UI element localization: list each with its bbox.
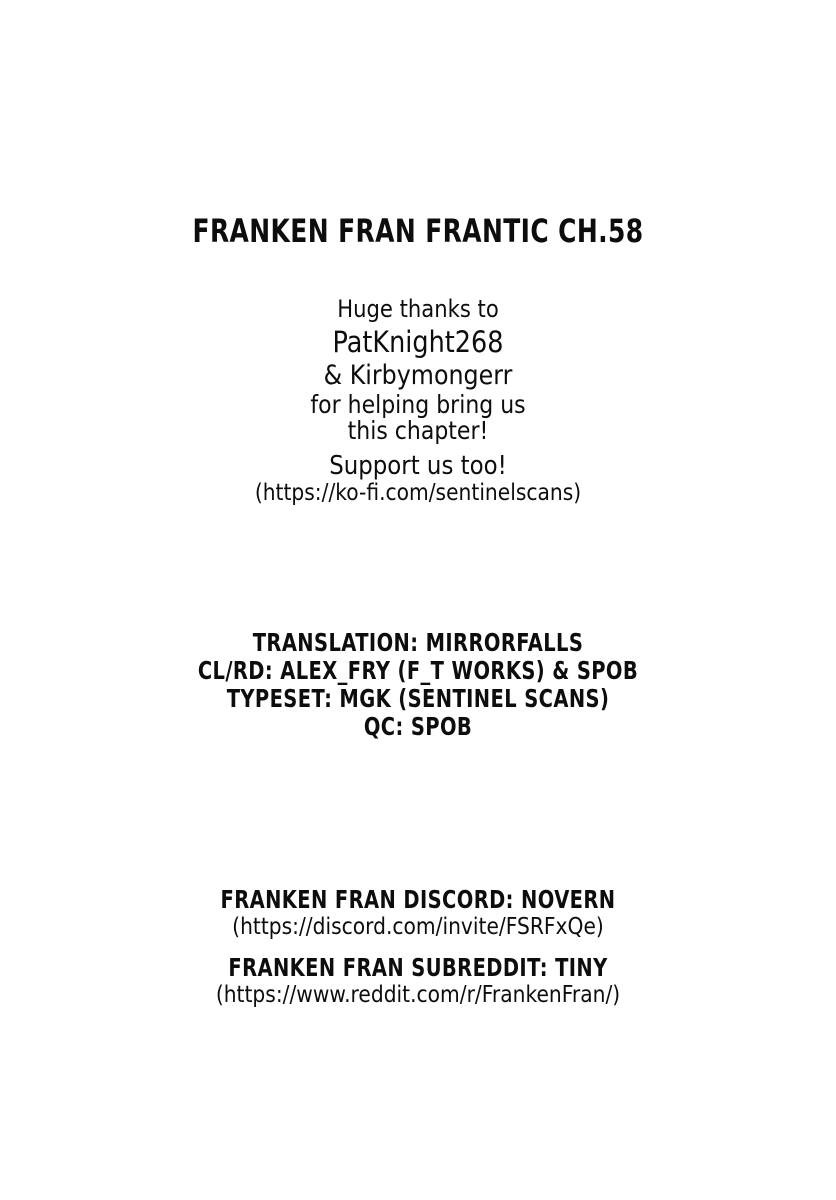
subreddit-url: (https://www.reddit.com/r/FrankenFran/) [215,982,621,1008]
support-cta: Support us too! [329,451,507,481]
subreddit-heading: FRANKEN FRAN SUBREDDIT: TINY [228,953,608,982]
credit-line-qc: QC: SPOB [363,712,473,741]
thanks-outro-line-2: this chapter! [347,416,489,445]
supporter-name-2: & Kirbymongerr [323,360,513,391]
thanks-block [0,294,836,444]
credit-line-typeset: TYPESET: MGK (SENTINEL SCANS) [226,684,610,713]
credit-line-translation: TRANSLATION: MIRRORFALLS [252,628,584,657]
discord-heading: FRANKEN FRAN DISCORD: NOVERN [220,885,616,914]
thanks-outro-line-1: for helping bring us [310,390,526,419]
kofi-url: (https://ko-fi.com/sentinelscans) [254,480,582,506]
subreddit-block [0,954,836,1008]
discord-url: (https://discord.com/invite/FSRFxQe) [232,914,604,940]
credits-block [0,629,836,741]
supporter-name-1: PatKnight268 [332,325,504,359]
page-title: FRANKEN FRAN FRANTIC CH.58 [192,212,644,250]
credit-line-clrd: CL/RD: ALEX_FRY (F_T WORKS) & SPOB [197,656,639,685]
thanks-intro: Huge thanks to [337,295,499,323]
support-block [0,452,836,506]
discord-block [0,886,836,940]
